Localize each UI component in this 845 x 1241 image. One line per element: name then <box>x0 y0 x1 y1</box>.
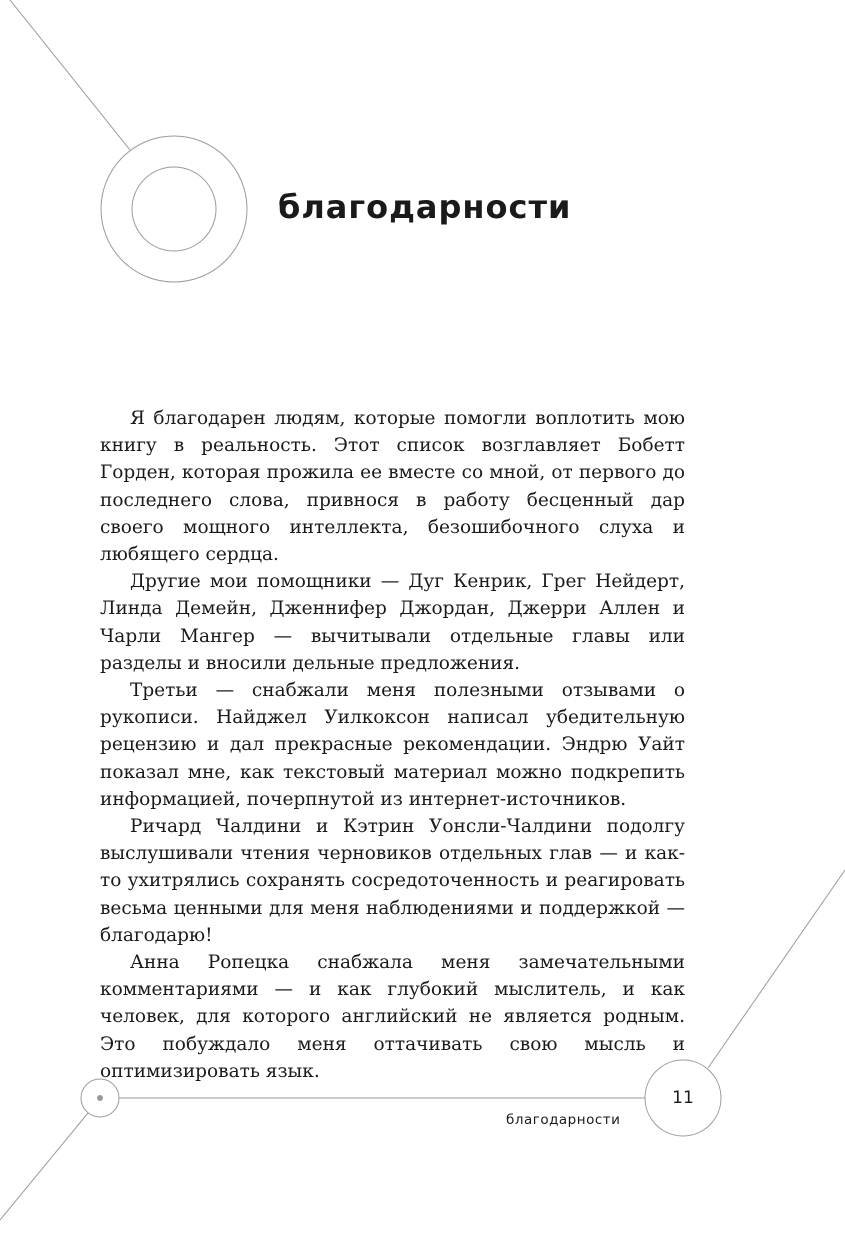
top-diagonal-line <box>10 0 130 150</box>
paragraph: Другие мои помощники — Дуг Кенрик, Грег Нейдерт, Линда Демейн, Дженнифер Джордан, Джерри Аллен и Чарли Мангер — вычитывали отдельные главы или разделы и вносили дельные предложения. <box>100 571 685 674</box>
paragraph: Я благодарен людям, которые помогли воплотить мою книгу в реальность. Этот список возглавляет Бобетт Горден, которая прожила ее вместе со мной, от первого до последнего слова, привнося в работу бесценный дар своего мощного интеллекта, безошибочного слуха и любящего сердца. <box>100 408 685 566</box>
paragraph: Ричард Чалдини и Кэтрин Уонсли-Чалдини подолгу выслушивали чтения черновиков отдельных глав — и как-то ухитрялись сохранять сосредоточенность и реагировать весьма ценными для меня наблюдениями и поддержкой — благодарю! <box>100 816 685 946</box>
footer-dot <box>97 1095 103 1101</box>
paragraph: Анна Ропецка снабжала меня замечательными комментариями — и как глубокий мыслитель, и как человек, для которого английский не является родным. Это побуждало меня оттачивать свою мысль и оптимизировать язык. <box>100 952 685 1082</box>
right-diagonal-line <box>708 870 845 1068</box>
paragraph: Третьи — снабжали меня полезными отзывами о рукописи. Найджел Уилкоксон написал убедительную рецензию и дал прекрасные рекомендации. Эндрю Уайт показал мне, как текстовый материал можно подкрепить информацией, почерпнутой из интернет-источников. <box>100 680 685 810</box>
running-head: благодарности <box>506 1112 621 1128</box>
title-inner-circle <box>132 167 216 251</box>
chapter-title: благодарности <box>278 188 572 226</box>
page-number: 11 <box>672 1088 694 1108</box>
title-outer-circle <box>101 136 247 282</box>
bottom-diagonal-line <box>0 1113 88 1220</box>
body-text <box>100 405 685 1085</box>
